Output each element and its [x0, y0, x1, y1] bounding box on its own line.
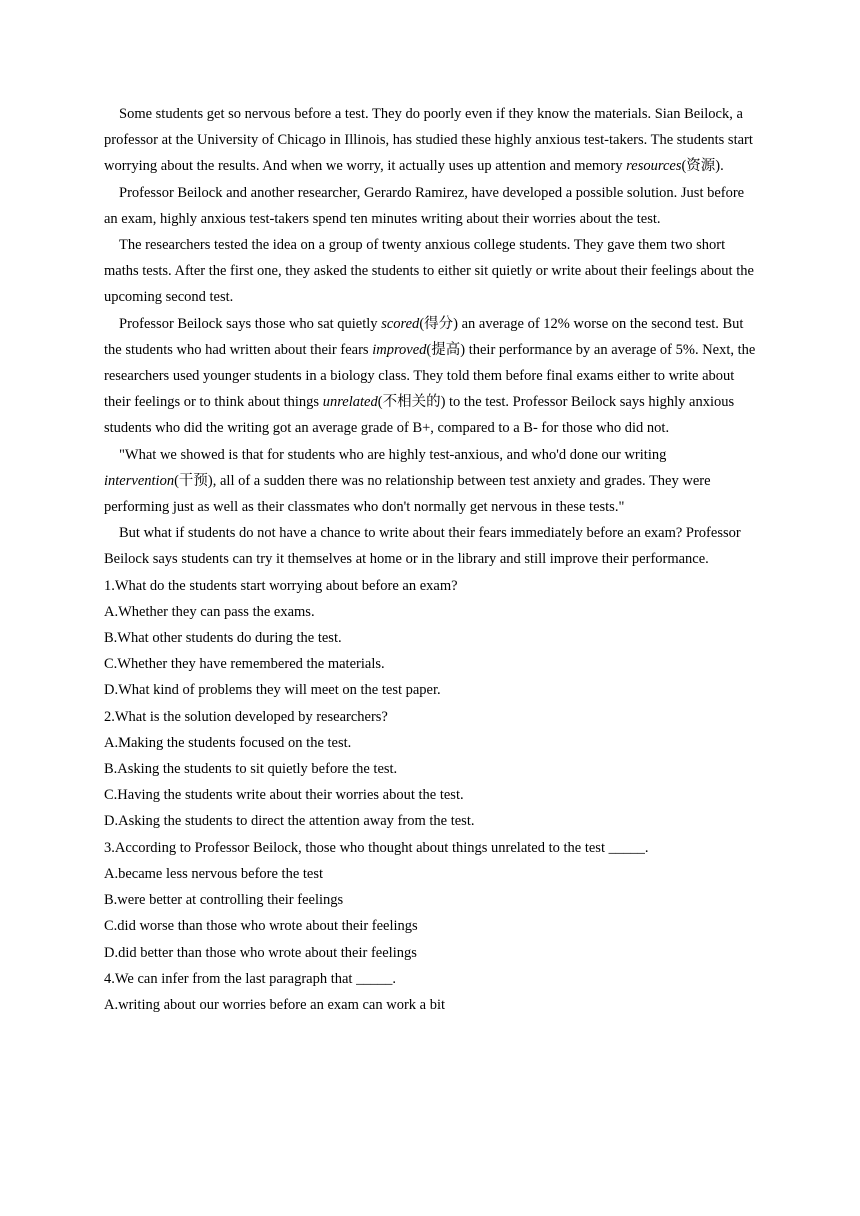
passage-paragraph-5 — [104, 442, 756, 521]
question-stem: 2.What is the solution developed by researchers? — [104, 708, 388, 725]
answer-option: A.writing about our worries before an exam can work a bit — [104, 996, 446, 1013]
question-stem: 1.What do the students start worrying about before an exam? — [104, 577, 458, 594]
answer-option: B.were better at controlling their feelings — [104, 892, 344, 909]
glossed-term: scored — [381, 315, 420, 332]
paragraph-text: Some students get so nervous before a test. They do poorly even if they know the materials. Sian Beilock, a professor at the University of Chicago in Illinois, has studied these highly anxious test-takers. The students start worrying about the results. And when we worry, it actually uses up attention and memory — [104, 106, 753, 175]
question-stem: 4.We can infer from the last paragraph that _____. — [104, 970, 396, 987]
answer-option: B.What other students do during the test. — [104, 630, 342, 647]
passage-paragraph-4 — [104, 311, 756, 442]
paragraph-text: (资源). — [681, 158, 724, 175]
paragraph-text: (得分) an average of 12% worse on the second test. But the students who had written about their fears — [104, 315, 744, 358]
document-page — [104, 101, 756, 1018]
glossed-term: resources — [626, 158, 682, 175]
answer-option: C.did worse than those who wrote about their feelings — [104, 918, 418, 935]
glossed-term: intervention — [104, 472, 175, 489]
glossed-term: unrelated — [322, 394, 378, 411]
answer-option: D.did better than those who wrote about their feelings — [104, 944, 417, 961]
passage-paragraph-3: The researchers tested the idea on a group of twenty anxious college students. They gave them two short maths tests. After the first one, they asked the students to either sit quietly or write about their feelings about the upcoming second test. — [104, 237, 754, 306]
answer-option: C.Having the students write about their worries about the test. — [104, 787, 464, 804]
passage-paragraph-1 — [104, 101, 756, 180]
answer-option: C.Whether they have remembered the materials. — [104, 656, 385, 673]
answer-option: A.became less nervous before the test — [104, 865, 324, 882]
paragraph-text: (不相关的) to the test. Professor Beilock says highly anxious students who did the writing got an average grade of B+, compared to a B- for those who did not. — [104, 394, 735, 437]
paragraph-text: (干预), all of a sudden there was no relationship between test anxiety and grades. They were performing just as well as their classmates who don't normally get nervous in these tests." — [104, 472, 711, 516]
question-stem: 3.According to Professor Beilock, those who thought about things unrelated to the test _____. — [104, 839, 649, 856]
answer-option: D.Asking the students to direct the attention away from the test. — [104, 813, 475, 830]
answer-option: A.Whether they can pass the exams. — [104, 603, 315, 620]
answer-option: D.What kind of problems they will meet on the test paper. — [104, 682, 441, 699]
answer-option: B.Asking the students to sit quietly before the test. — [104, 761, 398, 778]
paragraph-text: "What we showed is that for students who are highly test-anxious, and who'd done our writing — [119, 446, 667, 463]
passage-paragraph-6: But what if students do not have a chance to write about their fears immediately before an exam? Professor Beilock says students can try it themselves at home or in the library and still improve their performance. — [104, 525, 741, 568]
answer-option: A.Making the students focused on the test. — [104, 734, 352, 751]
paragraph-text: (提高) their performance by an average of 5%. Next, the researchers used younger students in a biology class. They told them before final exams either to write about their feelings or to think about things — [104, 341, 756, 411]
passage-paragraph-2: Professor Beilock and another researcher, Gerardo Ramirez, have developed a possible solution. Just before an exam, highly anxious test-takers spend ten minutes writing about their worries about the test. — [104, 184, 745, 227]
glossed-term: improved — [372, 341, 427, 358]
paragraph-text: Professor Beilock says those who sat quietly — [119, 315, 382, 332]
